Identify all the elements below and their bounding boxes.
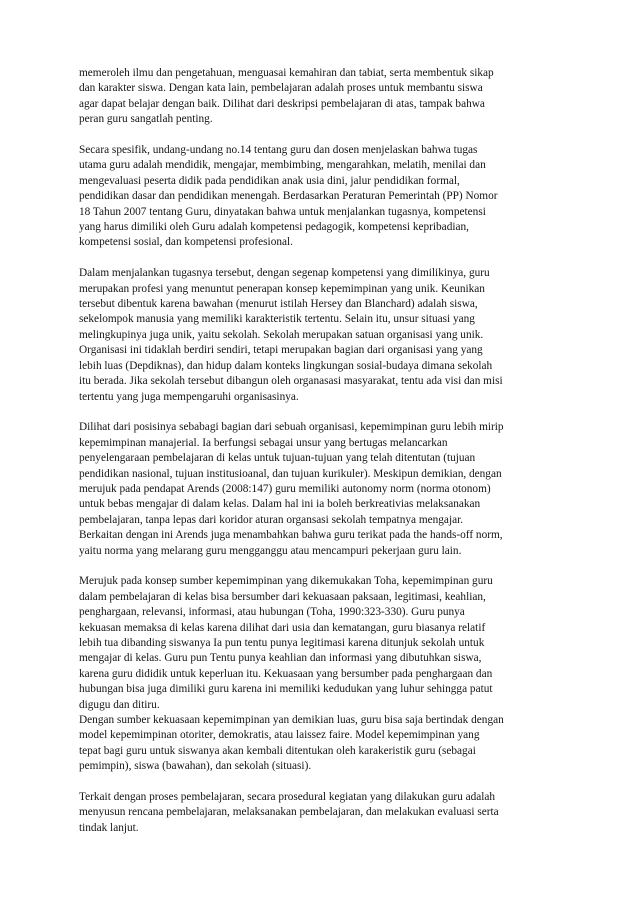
paragraph-intro-continuation: memeroleh ilmu dan pengetahuan, menguasai kemahiran dan tabiat, serta membentuk sikap dan karakter siswa. Dengan kata lain, pembelajaran adalah proses untuk membantu siswa agar dapat belajar dengan baik. Dilihat dari deskripsi pembelajaran di atas, tampak bahwa peran guru sangatlah penting. <box>79 67 494 126</box>
paragraph-undang-undang: Secara spesifik, undang-undang no.14 tentang guru dan dosen menjelaskan bahwa tugas utama guru adalah mendidik, mengajar, membimbing, mengarahkan, melatih, menilai dan mengevaluasi peserta didik pada pendidikan anak usia dini, jalur pendidikan formal, pendidikan dasar dan pendidikan menengah. Berdasarkan Peraturan Pemerintah (PP) Nomor 18 Tahun 2007 tentang Guru, dinyatakan bahwa untuk menjalankan tugasnya, kompetensi yang harus dimiliki oleh Guru adalah kompetensi pedagogik, kompetensi kepribadian, kompetensi sosial, dan kompetensi profesional. <box>79 144 498 249</box>
paragraph-model-kepemimpinan: Dengan sumber kekuasaan kepemimpinan yan demikian luas, guru bisa saja bertindak dengan model kepemimpinan otoriter, demokratis, atau laissez faire. Model kepemimpinan yang tepat bagi guru untuk siswanya akan kembali ditentukan oleh karakeristik guru (sebagai pemimpin), siswa (bawahan), dan sekolah (situasi). <box>79 714 504 773</box>
paragraph-tugas-guru: Dalam menjalankan tugasnya tersebut, dengan segenap kompetensi yang dimilikinya, guru merupakan profesi yang menuntut penerapan konsep kepemimpinan yang unik. Keunikan tersebut dibentuk karena bawahan (menurut istilah Hersey dan Blanchard) adalah siswa, sekelompok manusia yang memiliki karakteristik tertentu. Selain itu, unsur situasi yang melingkupinya juga unik, yaitu sekolah. Sekolah merupakan satuan organisasi yang unik. Organisasi ini tidaklah berdiri sendiri, tetapi merupakan bagian dari organisasi yang yang lebih luas (Depdiknas), dan hidup dalam konteks lingkungan sosial-budaya dimana sekolah itu berada. Jika sekolah tersebut dibangun oleh organasasi masyarakat, tentu ada visi dan misi tertentu yang juga mempengaruhi organisasinya. <box>79 267 503 403</box>
paragraph-sumber-kepemimpinan: Merujuk pada konsep sumber kepemimpinan yang dikemukakan Toha, kepemimpinan guru dalam pembelajaran di kelas bisa bersumber dari kekuasaan paksaan, legitimasi, keahlian, penghargaan, relevansi, informasi, atau hubungan (Toha, 1990:323-330). Guru punya kekuasan memaksa di kelas karena dilihat dari usia dan kematangan, guru biasanya relatif lebih tua dibanding siswanya Ia pun tentu punya legitimasi karena ditunjuk sekolah untuk mengajar di kelas. Guru pun Tentu punya keahlian dan informasi yang dibutuhkan siswa, karena guru dididik untuk keperluan itu. Kekuasaan yang bersumber pada penghargaan dan hubungan bisa juga dimiliki guru karena ini memiliki kedudukan yang luhur sehingga patut digugu dan ditiru. <box>79 575 493 711</box>
paragraph-posisi-organisasi: Dilihat dari posisinya sebabagi bagian dari sebuah organisasi, kepemimpinan guru lebih mirip kepemimpinan manajerial. Ia berfungsi sebagai unsur yang bertugas melancarkan penyelengaraan pembelajaran di kelas untuk tujuan-tujuan yang telah ditentutan (tujuan pendidikan nasional, tujuan institusioanal, dan tujuan kurikuler). Meskipun demikian, dengan merujuk pada pendapat Arends (2008:147) guru memiliki autonomy norm (norma otonom) untuk bebas mengajar di dalam kelas. Dalam hal ini ia boleh berkreativias melaksanakan pembelajaran, tanpa lepas dari koridor aturan organsasi sekolah tempatnya mengajar. Berkaitan dengan ini Arends juga menambahkan bahwa guru terikat pada the hands-off norm, yaitu norma yang melarang guru mengganggu atau mencampuri pekerjaan guru lain. <box>79 421 504 557</box>
document-page <box>79 66 564 852</box>
paragraph-proses-pembelajaran: Terkait dengan proses pembelajaran, secara prosedural kegiatan yang dilakukan guru adalah menyusun rencana pembelajaran, melaksanakan pembelajaran, dan melakukan evaluasi serta tindak lanjut. <box>79 791 499 834</box>
